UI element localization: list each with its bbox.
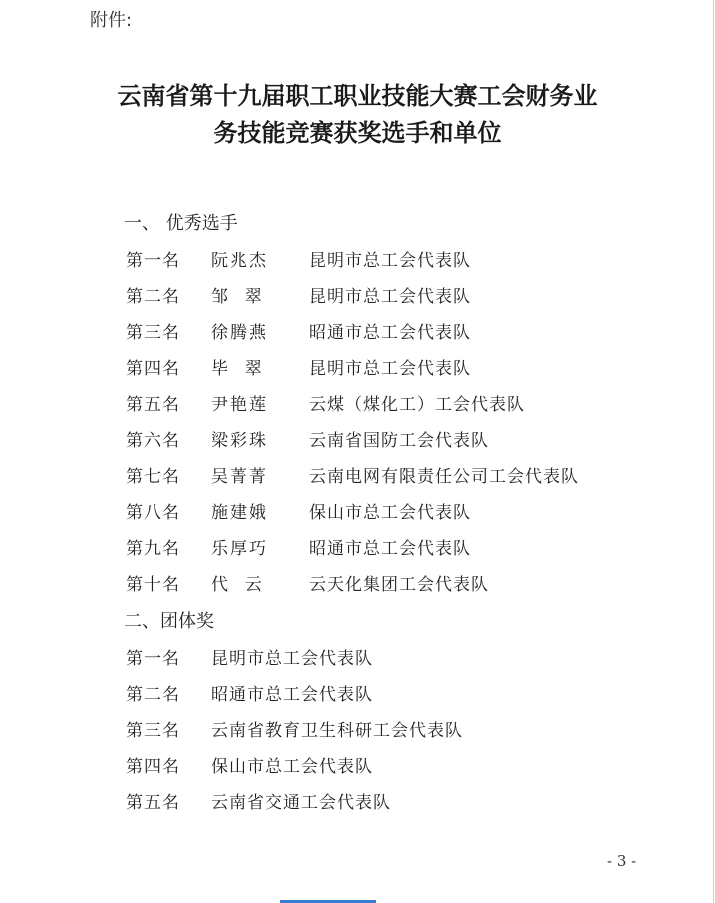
rank-label: 第二名: [126, 685, 180, 705]
rank-label: 第一名: [126, 649, 180, 669]
rank-label: 第六名: [126, 431, 180, 451]
rank-label: 第八名: [126, 503, 180, 523]
team-unit: 昭通市总工会代表队: [211, 685, 373, 705]
winner-name: 尹艳莲: [211, 395, 268, 415]
rank-label: 第五名: [126, 793, 180, 813]
team-unit: 云南省交通工会代表队: [211, 793, 391, 813]
winner-unit: 云南电网有限责任公司工会代表队: [309, 467, 579, 487]
winner-unit: 云南省国防工会代表队: [309, 431, 489, 451]
team-unit: 云南省教育卫生科研工会代表队: [211, 721, 463, 741]
list-item: [0, 498, 715, 528]
winner-unit: 昆明市总工会代表队: [309, 251, 471, 271]
list-item: [0, 752, 715, 782]
list-item: [0, 680, 715, 710]
winner-unit: 昆明市总工会代表队: [309, 359, 471, 379]
winner-unit: 云煤（煤化工）工会代表队: [309, 395, 525, 415]
winner-name: 吴菁菁: [211, 467, 268, 487]
rank-label: 第四名: [126, 359, 180, 379]
winner-name: 代 云: [211, 575, 264, 595]
winner-name: 乐厚巧: [211, 539, 268, 559]
page-number: - 3 -: [607, 852, 637, 870]
rank-label: 第九名: [126, 539, 180, 559]
rank-label: 第一名: [126, 251, 180, 271]
winner-unit: 保山市总工会代表队: [309, 503, 471, 523]
team-unit: 保山市总工会代表队: [211, 757, 373, 777]
list-item: [0, 716, 715, 746]
document-title-line-2: 务技能竞赛获奖选手和单位: [213, 118, 502, 147]
winner-unit: 昭通市总工会代表队: [309, 323, 471, 343]
winner-unit: 云天化集团工会代表队: [309, 575, 489, 595]
attachment-label: 附件:: [90, 10, 133, 31]
winner-name: 梁彩珠: [211, 431, 268, 451]
list-item: [0, 426, 715, 456]
list-item: [0, 462, 715, 492]
winner-name: 毕 翠: [211, 359, 264, 379]
rank-label: 第十名: [126, 575, 180, 595]
rank-label: 第四名: [126, 757, 180, 777]
list-item: [0, 318, 715, 348]
section-heading-team: 二、团体奖: [124, 611, 214, 632]
winner-name: 阮兆杰: [211, 251, 268, 271]
winner-unit: 昭通市总工会代表队: [309, 539, 471, 559]
document-title-line-1: 云南省第十九届职工职业技能大赛工会财务业: [117, 81, 598, 110]
team-unit: 昆明市总工会代表队: [211, 649, 373, 669]
winner-name: 邹 翠: [211, 287, 264, 307]
rank-label: 第三名: [126, 323, 180, 343]
list-item: [0, 788, 715, 818]
list-item: [0, 644, 715, 674]
list-item: [0, 282, 715, 312]
list-item: [0, 570, 715, 600]
section-heading-individual: 一、 优秀选手: [124, 213, 238, 234]
list-item: [0, 246, 715, 276]
rank-label: 第五名: [126, 395, 180, 415]
winner-name: 施建娥: [211, 503, 268, 523]
list-item: [0, 534, 715, 564]
list-item: [0, 354, 715, 384]
rank-label: 第三名: [126, 721, 180, 741]
winner-unit: 昆明市总工会代表队: [309, 287, 471, 307]
rank-label: 第二名: [126, 287, 180, 307]
rank-label: 第七名: [126, 467, 180, 487]
winner-name: 徐腾燕: [211, 323, 268, 343]
list-item: [0, 390, 715, 420]
